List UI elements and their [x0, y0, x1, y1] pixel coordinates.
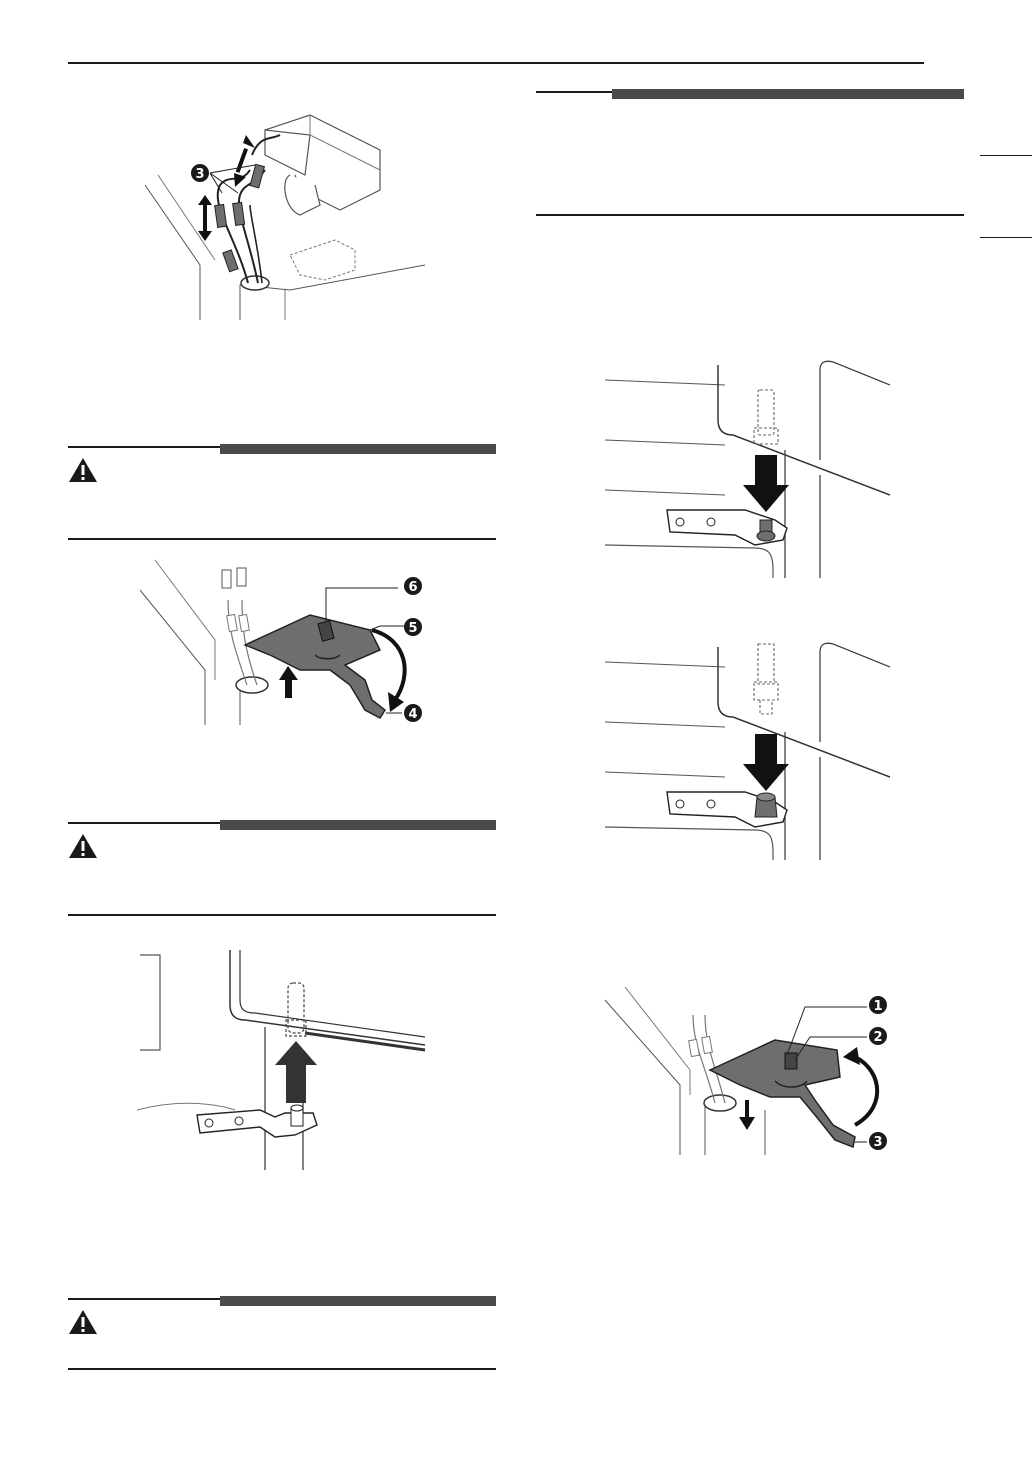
svg-text:1: 1	[873, 999, 883, 1014]
warning-triangle-icon	[68, 1308, 98, 1336]
door-lower-pin-figure	[605, 360, 895, 580]
svg-text:5: 5	[408, 621, 418, 636]
svg-text:3: 3	[873, 1135, 883, 1150]
warning-triangle-icon	[68, 832, 98, 860]
side-tab-marker-bottom	[980, 237, 1032, 238]
svg-text:6: 6	[408, 580, 418, 595]
page-top-rule	[68, 62, 924, 64]
warning-1-heading-bar	[220, 444, 496, 454]
door-lower-nut-figure	[605, 642, 895, 862]
svg-text:2: 2	[873, 1030, 883, 1045]
note-heading-bar	[612, 89, 964, 99]
note-bottom-rule	[536, 214, 964, 216]
svg-text:4: 4	[408, 707, 418, 722]
wire-disconnect-figure	[140, 115, 440, 325]
warning-2-bottom-rule	[68, 914, 496, 916]
side-tab-marker-top	[980, 155, 1032, 156]
warning-3-heading-bar	[220, 1296, 496, 1306]
svg-text:3: 3	[195, 167, 205, 182]
hinge-lower-figure	[605, 985, 905, 1160]
warning-triangle-icon	[68, 456, 98, 484]
warning-3-bottom-rule	[68, 1368, 496, 1370]
hinge-lift-figure	[140, 560, 440, 730]
warning-2-heading-bar	[220, 820, 496, 830]
warning-1-bottom-rule	[68, 538, 496, 540]
door-lift-figure	[135, 945, 430, 1170]
